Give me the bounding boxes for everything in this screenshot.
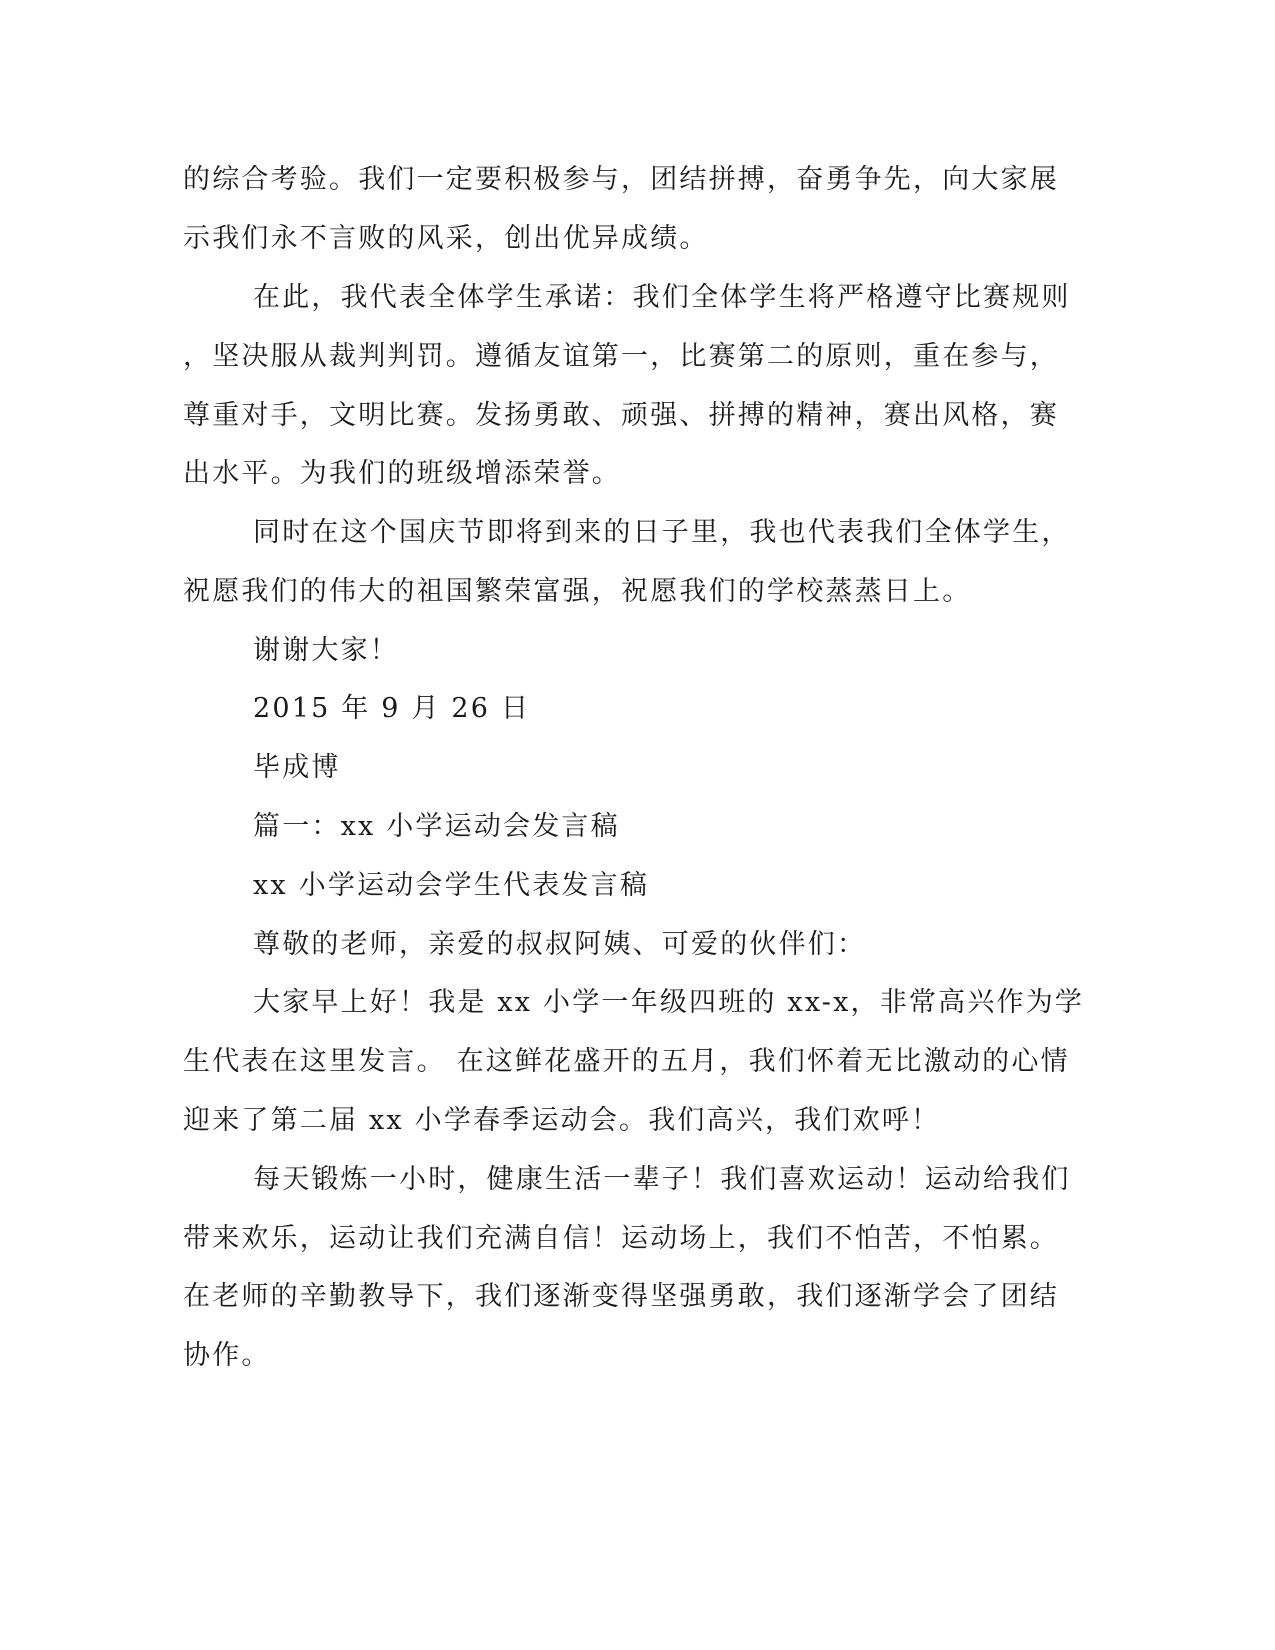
closing-thanks: 谢谢大家！ — [253, 635, 399, 666]
text-line: 的综合考验。我们一定要积极参与，团结拼搏，奋勇争先，向大家展 — [183, 164, 1059, 195]
text-line: 尊重对手，文明比赛。发扬勇敢、顽强、拼搏的精神，赛出风格，赛 — [183, 400, 1059, 431]
speech-title: xx 小学运动会学生代表发言稿 — [253, 870, 650, 901]
author-name: 毕成博 — [253, 752, 341, 783]
text-line: 带来欢乐，运动让我们充满自信！运动场上，我们不怕苦，不怕累。 — [183, 1223, 1059, 1254]
date-line: 2015 年 9 月 26 日 — [253, 693, 531, 724]
paragraph-start: 在此，我代表全体学生承诺：我们全体学生将严格遵守比赛规则 — [253, 282, 1071, 313]
salutation: 尊敬的老师，亲爱的叔叔阿姨、可爱的伙伴们： — [253, 929, 867, 960]
paragraph-start: 同时在这个国庆节即将到来的日子里，我也代表我们全体学生， — [253, 517, 1071, 548]
text-line: 示我们永不言败的风采，创出优异成绩。 — [183, 223, 709, 254]
text-line: 协作。 — [183, 1340, 271, 1371]
section-heading: 篇一：xx 小学运动会发言稿 — [253, 811, 620, 842]
text-line: 在老师的辛勤教导下，我们逐渐变得坚强勇敢，我们逐渐学会了团结 — [183, 1281, 1059, 1312]
text-line: 祝愿我们的伟大的祖国繁荣富强，祝愿我们的学校蒸蒸日上。 — [183, 576, 972, 607]
text-line: 出水平。为我们的班级增添荣誉。 — [183, 458, 621, 489]
text-line: 生代表在这里发言。 在这鲜花盛开的五月，我们怀着无比激动的心情 — [183, 1046, 1070, 1077]
paragraph-start: 每天锻炼一小时，健康生活一辈子！我们喜欢运动！运动给我们 — [253, 1164, 1071, 1195]
paragraph-start: 大家早上好！我是 xx 小学一年级四班的 xx-x，非常高兴作为学 — [253, 987, 1085, 1018]
text-line: 迎来了第二届 xx 小学春季运动会。我们高兴，我们欢呼！ — [183, 1105, 941, 1136]
text-line: ，坚决服从裁判判罚。遵循友谊第一，比赛第二的原则，重在参与， — [183, 341, 1059, 372]
